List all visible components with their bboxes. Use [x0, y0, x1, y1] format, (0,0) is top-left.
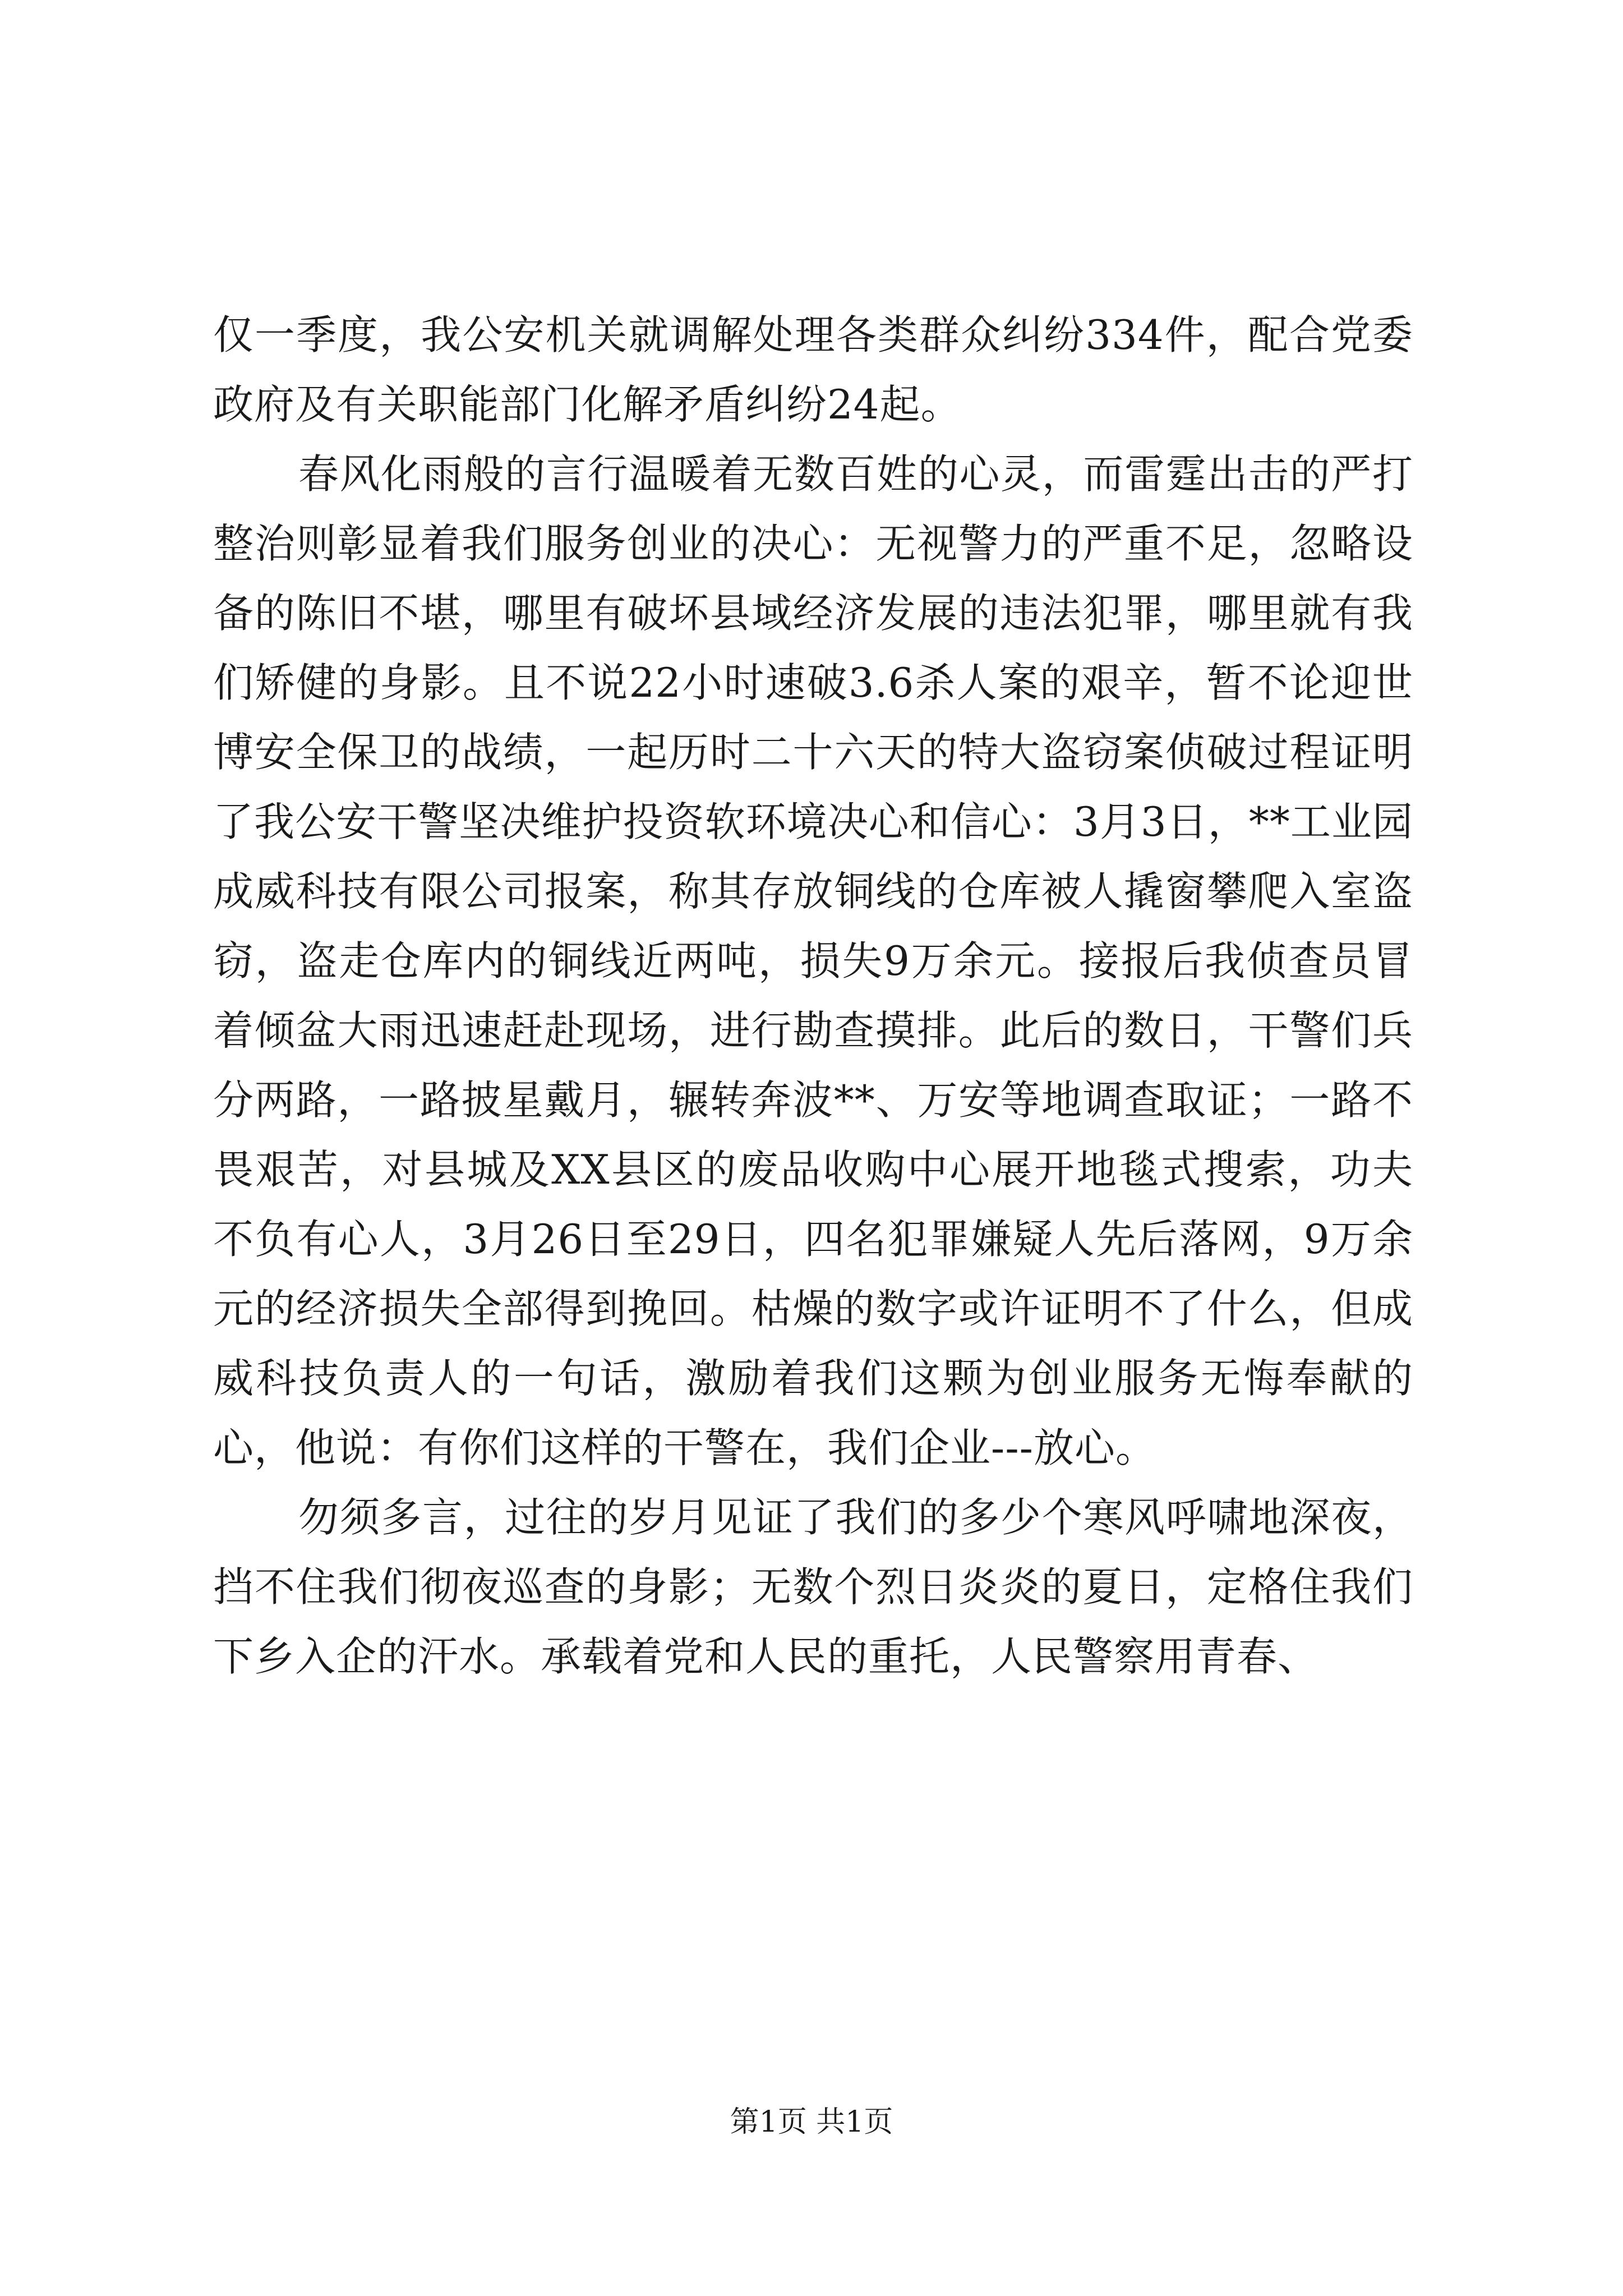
- paragraph-2: 春风化雨般的言行温暖着无数百姓的心灵，而雷霆出击的严打整治则彰显着我们服务创业的决心：无视警力的严重不足，忽略设备的陈旧不堪，哪里有破坏县域经济发展的违法犯罪，哪里就有我们矫健的身影。且不说22小时速破3.6杀人案的艰辛，暂不论迎世博安全保卫的战绩，一起历时二十六天的特大盗窃案侦破过程证明了我公安干警坚决维护投资软环境决心和信心：3月3日，**工业园成威科技有限公司报案，称其存放铜线的仓库被人撬窗攀爬入室盗窃，盗走仓库内的铜线近两吨，损失9万余元。接报后我侦查员冒着倾盆大雨迅速赶赴现场，进行勘查摸排。此后的数日，干警们兵分两路，一路披星戴月，辗转奔波**、万安等地调查取证；一路不畏艰苦，对县城及XX县区的废品收购中心展开地毯式搜索，功夫不负有心人，3月26日至29日，四名犯罪嫌疑人先后落网，9万余元的经济损失全部得到挽回。枯燥的数字或许证明不了什么，但成威科技负责人的一句话，激励着我们这颗为创业服务无悔奉献的心，他说：有你们这样的干警在，我们企业---放心。: [213, 450, 1413, 1471]
- page-footer: 第1页 共1页: [730, 2105, 893, 2139]
- document-body: [213, 300, 1413, 1691]
- paragraph-1: 仅一季度，我公安机关就调解处理各类群众纠纷334件，配合党委政府及有关职能部门化解矛盾纠纷24起。: [213, 311, 1413, 428]
- paragraph-3: 勿须多言，过往的岁月见证了我们的多少个寒风呼啸地深夜，挡不住我们彻夜巡查的身影；无数个烈日炎炎的夏日，定格住我们下乡入企的汗水。承载着党和人民的重托，人民警察用青春、: [213, 1494, 1413, 1680]
